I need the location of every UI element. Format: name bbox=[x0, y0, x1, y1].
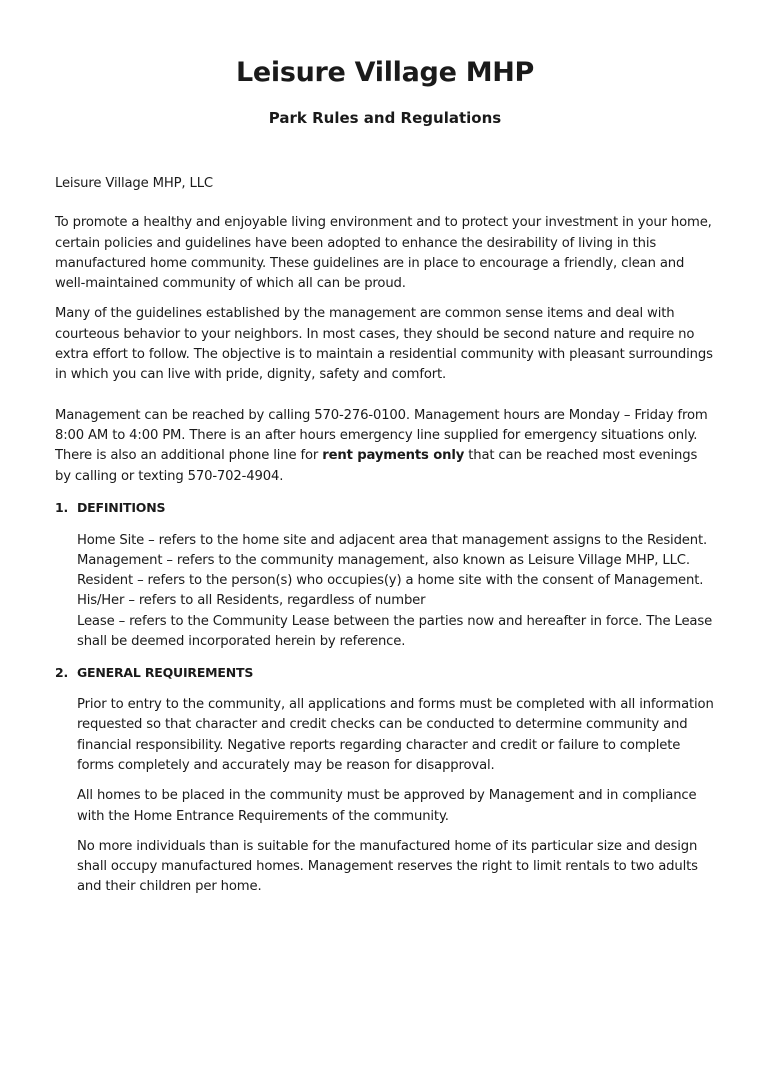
section-heading-general-requirements bbox=[55, 664, 715, 682]
company-name: Leisure Village MHP, LLC bbox=[55, 176, 213, 191]
intro-paragraph-1: To promote a healthy and enjoyable living environment and to protect your investment in your home, certain policies and guidelines have been adopted to enhance the desirability of living in this manufactured home community. These guidelines are in place to encourage a friendly, clean and well-maintained community of which all can be proud. bbox=[55, 215, 712, 292]
management-text-start: Management can be reached by calling 570-276-0100. Management hours are Monday – Friday from 8:00 AM to 4:00 PM. There is an after hours emergency line supplied for emergency situations only. There is also an additional phone line for bbox=[55, 407, 708, 464]
rent-payments-emphasis: rent payments only bbox=[322, 448, 465, 464]
definition-resident: Resident – refers to the person(s) who occupies(y) a home site with the consent of Management. bbox=[77, 573, 704, 589]
requirement-paragraph-occupancy: No more individuals than is suitable for the manufactured home of its particular size and design shall occupy manufactured homes. Management reserves the right to limit rentals to two adults and their children per home. bbox=[77, 838, 698, 895]
requirement-paragraph-applications: Prior to entry to the community, all applications and forms must be completed with all information requested so that character and credit checks can be conducted to determine community and financial responsibility. Negative reports regarding character and credit or failure to complete forms completely and accurately may be reason for disapproval. bbox=[77, 697, 714, 773]
management-text-end: that can be reached most evenings by calling or texting 570-702-4904. bbox=[55, 448, 698, 484]
section-title: GENERAL REQUIREMENTS bbox=[77, 665, 254, 681]
section-heading-definitions bbox=[55, 499, 715, 517]
definition-lease: Lease – refers to the Community Lease between the parties now and hereafter in force. The Lease shall be deemed incorporated herein by reference. bbox=[77, 613, 713, 649]
section-number: 2. bbox=[55, 665, 69, 681]
requirement-paragraph-home-approval: All homes to be placed in the community must be approved by Management and in compliance with the Home Entrance Requirements of the community. bbox=[77, 788, 697, 824]
management-contact-paragraph bbox=[55, 406, 715, 487]
document-title: Leisure Village MHP bbox=[235, 57, 535, 88]
section-title: DEFINITIONS bbox=[77, 499, 166, 515]
definitions-list bbox=[55, 531, 715, 652]
document-subtitle: Park Rules and Regulations bbox=[268, 109, 502, 127]
definition-home-site: Home Site – refers to the home site and adjacent area that management assigns to the Resident. bbox=[77, 532, 708, 548]
definition-management: Management – refers to the community management, also known as Leisure Village MHP, LLC. bbox=[77, 553, 690, 569]
intro-paragraph-2: Many of the guidelines established by the management are common sense items and deal with courteous behavior to your neighbors. In most cases, they should be second nature and require no extra effort to follow. The objective is to maintain a residential community with pleasant surroundings in which you can live with pride, dignity, safety and comfort. bbox=[55, 306, 713, 383]
section-number: 1. bbox=[55, 499, 69, 515]
definition-his-her: His/Her – refers to all Residents, regardless of number bbox=[77, 593, 426, 609]
document-page bbox=[0, 56, 770, 1080]
general-requirements-body bbox=[55, 695, 715, 898]
